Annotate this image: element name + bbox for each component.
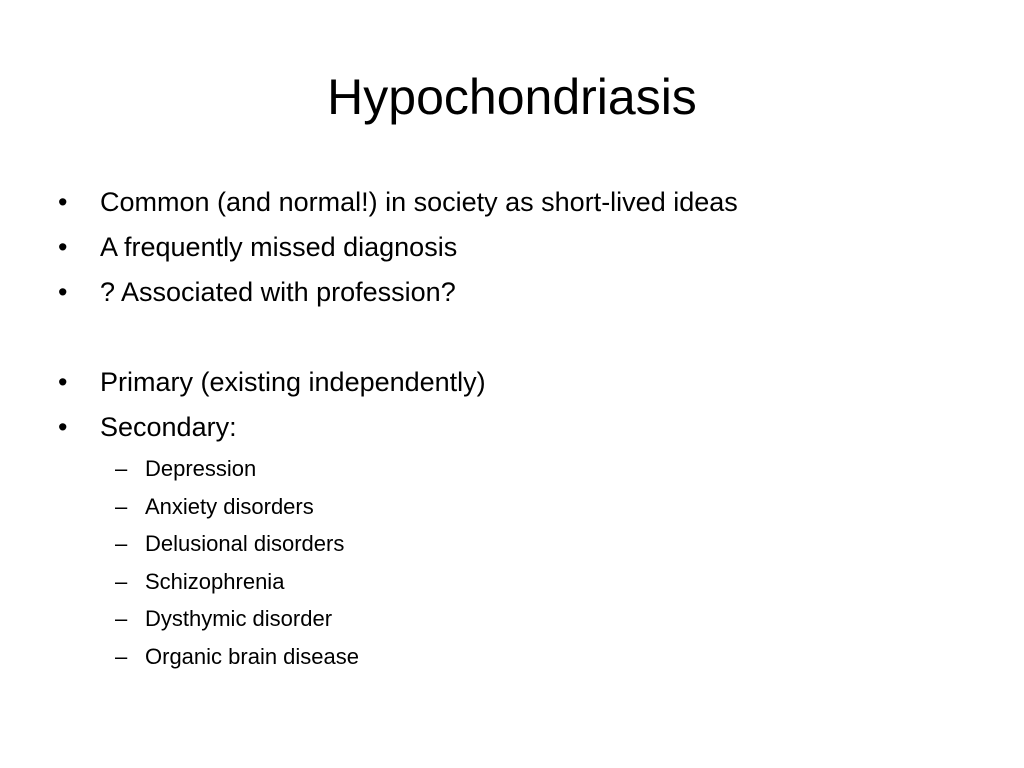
bullet-text: A frequently missed diagnosis — [100, 232, 458, 262]
slide-body — [58, 180, 978, 676]
sub-bullet-item — [58, 525, 978, 563]
sub-bullet-item — [58, 600, 978, 638]
spacer — [58, 315, 978, 360]
bullet-mark: • — [58, 187, 68, 217]
bullet-text: Common (and normal!) in society as short-lived ideas — [100, 187, 738, 217]
bullet-mark: • — [58, 412, 68, 442]
sub-bullet-mark: – — [115, 568, 128, 594]
bullet-item — [58, 360, 978, 405]
sub-bullet-text: Schizophrenia — [145, 568, 285, 594]
sub-bullet-item — [58, 450, 978, 488]
bullet-mark: • — [58, 367, 68, 397]
sub-bullet-item — [58, 563, 978, 601]
bullet-text: Secondary: — [100, 412, 237, 442]
sub-bullet-mark: – — [115, 456, 128, 481]
bullet-mark: • — [58, 277, 68, 307]
sub-bullet-text: Delusional disorders — [145, 531, 345, 557]
sub-bullet-mark: – — [115, 493, 128, 519]
bullet-text: ? Associated with profession? — [100, 277, 456, 307]
slide-title: Hypochondriasis — [327, 69, 697, 125]
bullet-text: Primary (existing independently) — [100, 367, 486, 397]
bullet-mark: • — [58, 232, 68, 262]
sub-bullet-text: Anxiety disorders — [145, 493, 314, 519]
bullet-item — [58, 180, 978, 225]
sub-bullet-item — [58, 488, 978, 526]
sub-bullet-item — [58, 638, 978, 676]
sub-bullet-text: Depression — [145, 456, 257, 481]
sub-bullet-mark: – — [115, 531, 128, 557]
sub-bullet-text: Dysthymic disorder — [145, 606, 333, 632]
sub-bullet-mark: – — [115, 643, 128, 669]
bullet-item — [58, 270, 978, 315]
bullet-item — [58, 405, 978, 450]
bullet-item — [58, 225, 978, 270]
sub-bullet-text: Organic brain disease — [145, 643, 360, 669]
sub-bullet-mark: – — [115, 606, 128, 632]
